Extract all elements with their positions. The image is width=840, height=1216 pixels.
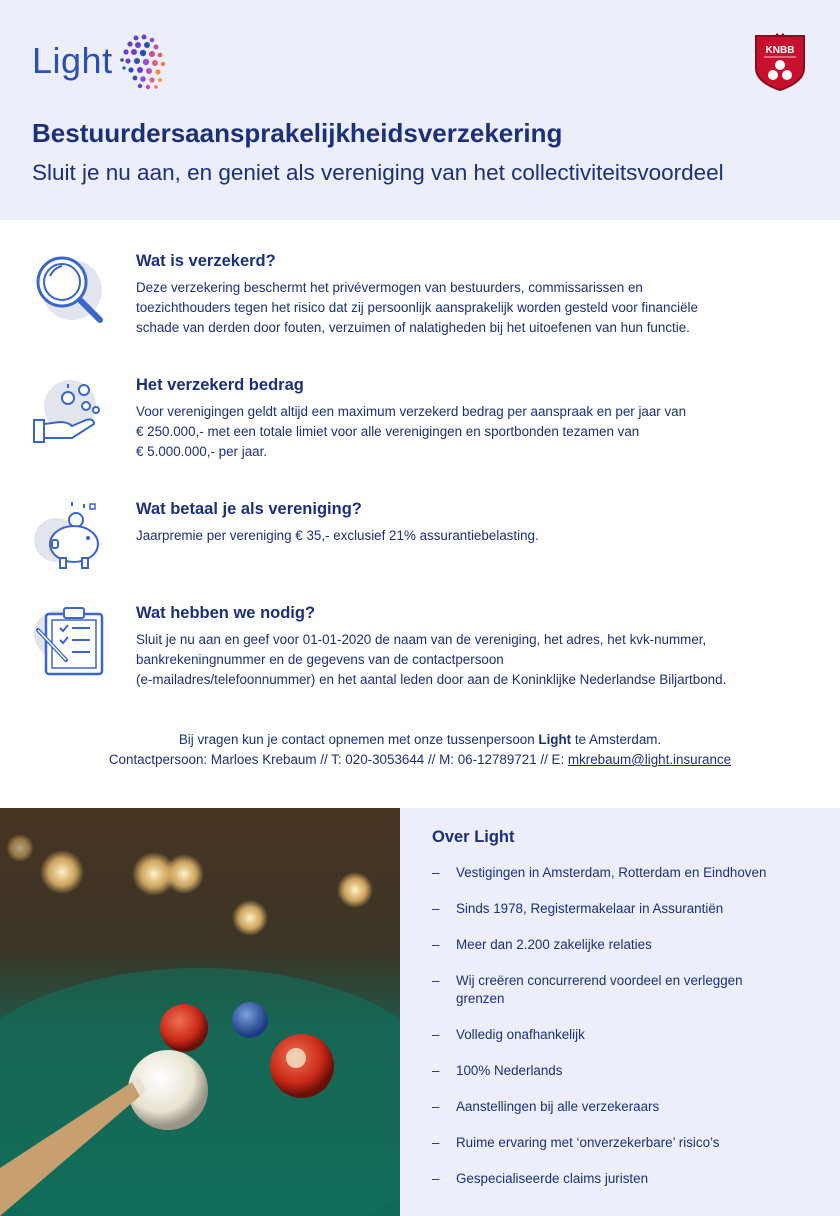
billiards-photo: [0, 808, 400, 1216]
contact-block: [0, 730, 840, 770]
light-logo-dots-icon: [96, 30, 168, 94]
section-text: Jaarpremie per vereniging € 35,- exclusief 21% assurantiebelasting.: [136, 528, 539, 543]
list-dash: –: [432, 1099, 440, 1114]
contact-details-text: Contactpersoon: Marloes Krebaum // T: 020-3053644 // M: 06-12789721 // E:: [108, 752, 568, 767]
about-list-item-text: Gespecialiseerde claims juristen: [456, 1171, 649, 1186]
section-verzekerd-bedrag: [32, 376, 812, 466]
about-list-item-text: Vestigingen in Amsterdam, Rotterdam en Eindhoven: [456, 865, 767, 880]
section-text: Voor verenigingen geldt altijd een maximum verzekerd bedrag per aanspraak en per jaar van € 250.000,- met een totale limiet voor alle verenigingen en sportbonden tezamen van € 5.000.000,- per jaar.: [136, 404, 687, 459]
knbb-label: KNBB: [765, 45, 795, 56]
section-heading: Wat hebben we nodig?: [136, 604, 316, 622]
about-list-item: [432, 936, 822, 954]
page-title: Bestuurdersaansprakelijkheidsverzekering: [32, 118, 563, 148]
list-dash: –: [432, 865, 440, 880]
about-light-panel: [400, 808, 840, 1216]
about-list-item: [432, 1026, 822, 1044]
about-list-item: [432, 864, 822, 882]
contact-location-text: te Amsterdam.: [571, 732, 662, 747]
contact-company-name: Light: [538, 732, 572, 747]
list-dash: –: [432, 901, 440, 916]
list-dash: –: [432, 937, 440, 952]
about-list-item-text: Sinds 1978, Registermakelaar in Assurantiën: [456, 901, 724, 916]
about-list-item: [432, 1134, 822, 1152]
hand-coins-icon: [32, 376, 106, 450]
about-list-item: [432, 900, 822, 918]
list-dash: –: [432, 1171, 440, 1186]
list-dash: –: [432, 1027, 440, 1042]
about-list-item-text: Ruime ervaring met ‘onverzekerbare’ risico’s: [456, 1135, 720, 1150]
about-list-item: [432, 1170, 822, 1188]
section-wat-hebben-we-nodig: [32, 604, 812, 694]
about-list-item: [432, 1098, 822, 1116]
contact-email-link[interactable]: mkrebaum@light.insurance: [567, 752, 732, 767]
about-list-item-text: Aanstellingen bij alle verzekeraars: [456, 1099, 660, 1114]
about-list-item-text: Meer dan 2.200 zakelijke relaties: [456, 937, 652, 952]
about-list-item: [432, 1062, 822, 1080]
list-dash: –: [432, 973, 440, 988]
section-text: Deze verzekering beschermt het privévermogen van bestuurders, commissarissen en toezichthouders tegen het risico dat zij persoonlijk aansprakelijk worden gesteld voor financiële schade van derden door fouten, verzuimen of nalatigheden bij het uitoefenen van hun functie.: [136, 280, 698, 335]
section-wat-is-verzekerd: [32, 252, 812, 342]
clipboard-icon: [32, 604, 106, 678]
header-band: [0, 0, 840, 220]
section-wat-betaal-je: [32, 500, 812, 576]
about-list-item: [432, 972, 822, 1008]
list-dash: –: [432, 1063, 440, 1078]
section-heading: Wat is verzekerd?: [136, 252, 276, 270]
list-dash: –: [432, 1135, 440, 1150]
about-heading: Over Light: [432, 828, 515, 846]
section-heading: Het verzekerd bedrag: [136, 376, 304, 394]
piggy-bank-icon: [32, 500, 106, 574]
section-text: Sluit je nu aan en geef voor 01-01-2020 de naam van de vereniging, het adres, het kvk-nummer, bankrekeningnummer en de gegevens van de contactpersoon (e-mailadres/telefoonnummer) en het aantal leden door aan de Koninklijke Nederlandse Biljartbond.: [136, 632, 727, 687]
contact-line-2: [0, 750, 840, 770]
knbb-shield-logo: [752, 32, 808, 92]
about-list-item-text: 100% Nederlands: [456, 1063, 563, 1078]
page-subtitle: Sluit je nu aan, en geniet als vereniging van het collectiviteitsvoordeel: [32, 160, 724, 185]
billiards-photo-image: [0, 808, 400, 1216]
about-list-item-text: Volledig onafhankelijk: [456, 1027, 585, 1042]
magnifier-icon: [32, 252, 106, 326]
about-list-item-text: Wij creëren concurrerend voordeel en verleggen grenzen: [456, 973, 743, 1006]
section-heading: Wat betaal je als vereniging?: [136, 500, 362, 518]
contact-intro-text: Bij vragen kun je contact opnemen met onze tussenpersoon: [178, 732, 539, 747]
light-logo-text: Light: [32, 40, 113, 81]
contact-line-1: [0, 730, 840, 750]
